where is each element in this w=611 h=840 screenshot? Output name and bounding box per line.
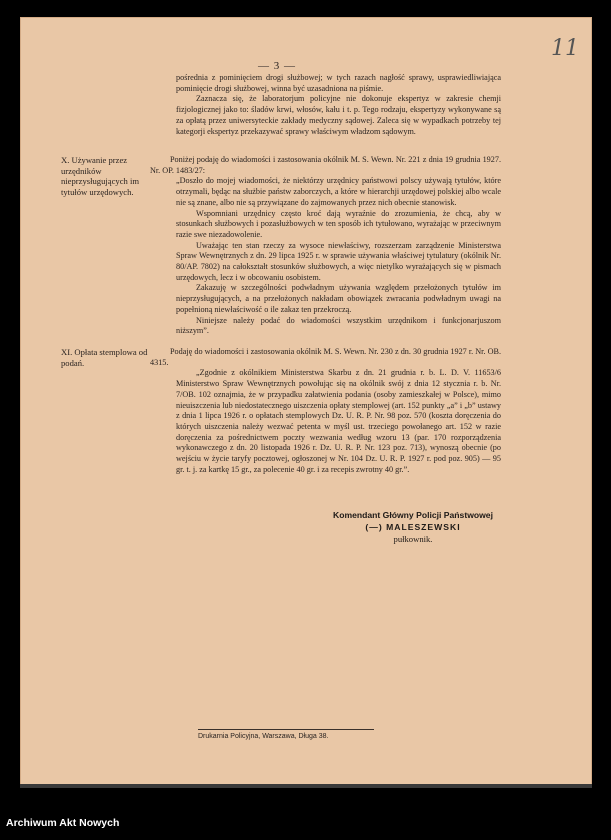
signature-name: (—) MALESZEWSKI (365, 522, 461, 532)
section-xi-heading: XI. Opłata stemplowa od podań. (61, 347, 148, 368)
handwritten-page-mark: 11 (551, 36, 579, 61)
signature-block (320, 510, 506, 544)
section-xi-text (150, 347, 501, 475)
printer-imprint: Drukarnia Policyjna, Warszawa, Długa 38. (198, 733, 329, 740)
section-x-paragraph: Uważając ten stan rzeczy za wysoce niewłaściwy, rozszerzam zarządzenie Ministerstwa Spraw Wewnętrznych z dn. 29 lipca 1925 r. w sprawie używania właściwej tytulatury (okólnik Nr. 80/AP. 7802) na całokształt stosunków służbowych, a więc nietylko wyrażających się w pismach urzędowych, lecz i w obcowaniu osobistem. (176, 240, 501, 282)
section-xi-paragraph: „Zgodnie z okólnikiem Ministerstwa Skarbu z dn. 21 grudnia r. b. L. D. V. 11653/6 Ministerstwo Spraw Wewnętrznych powołując się na okólnik swój z dnia 12 stycznia r. b. Nr. 7/OB. 102 oznajmia, że w przypadku załatwienia podania (osoby zamieszkałej w Polsce), mimo nieuiszczenia lub niedostatecznego uiszczenia opłaty stemplowej (art. 152 punkty „a” i „b” ustawy z dnia 1 lipca 1926 r. o opłatach stemplowych Dz. U. R. P. Nr. 98 poz. 570 (koszta doręczenia do których uiszczenia należy wezwać petenta w myśl ust. trzeciego powołanego art. 152 w razie doręczenia za pośrednictwem poczty wezwania według wzoru 13 (par. 170 rozporządzenia wykonawczego z dn. 20 listopada 1926 r. Dz. U. R. P. Nr. 123 poz. 713), wynoszą obecnie (po wejściu w życie taryfy pocztowej, ogłoszonej w Nr. 104 Dz. U. R. P. 1927 r. pod poz. 905) — 95 gr. t. j. za kartkę 15 gr., za polecenie 40 gr. i za recepis zwrotny 40 gr.”. (176, 368, 501, 474)
section-x-paragraph: Wspomniani urzędnicy często kroć dają wyraźnie do zrozumienia, że chcą, aby w stosunkach służbowych i pozasłużbowych w ten sposób ich tytułowano, wyrażając w przeciwnym razie swe niezadowolenie. (176, 208, 501, 239)
section-x-paragraph: „Doszło do mojej wiadomości, że niektórzy urzędnicy państwowi polscy używają tytułów, które otrzymali, będąc na służbie państw zaborczych, a które w hierarchji urzędowej polskiej albo wcale nie są znane, albo nie są przywiązane do zajmowanych przez nich obecnie stanowisk. (176, 176, 501, 207)
section-x-paragraph: Zakazuję w szczególności podwładnym używania względem przełożonych tytułów im nieprzysługujących, a na przełożonych nakładam obowiązek zwracania podwładnym uwagi na popełnioną niewłaściwość o ile zakaz ten przekroczą. (176, 283, 501, 314)
section-x-heading: X. Używanie przez urzędników nieprzysługujących im tytułów urzędowych. (61, 155, 140, 198)
section-x-paragraph: Niniejsze należy podać do wiadomości wszystkim urzędnikom i funkcjonarjuszom niższym”. (176, 315, 501, 336)
section-xi-paragraph: Podaję do wiadomości i zastosowania okólnik M. S. Wewn. Nr. 230 z dn. 30 grudnia 1927 r. Nr. OB. 4315. (150, 347, 501, 367)
intro-text-block (176, 73, 501, 137)
intro-paragraph: pośrednia z pominięciem drogi służbowej; w tych razach nagłość sprawy, usprawiedliwiająca pominięcie drogi służbowej, winna być uzasadniona na piśmie. (176, 73, 501, 93)
signature-rank: pułkownik. (393, 534, 433, 544)
intro-paragraph: Zaznacza się, że laboratorjum policyjne nie dokonuje ekspertyz w zakresie chemji fizjologicznej jako to: śladów krwi, włosów, kału i t. p. Tego rodzaju, ekspertyzy wykonywane są za opłatą przez uniwersyteckie zakłady medyczny sądowej. Zaleca się w wypadkach potrzeby tej kategorji ekspertyz przekazywać sprawy właściwym władzom sądowym. (176, 94, 501, 136)
section-x-paragraph: Poniżej podaję do wiadomości i zastosowania okólnik M. S. Wewn. Nr. 221 z dnia 19 grudnia 1927. Nr. OP. 1483/27: (150, 155, 501, 175)
signature-title: Komendant Główny Policji Państwowej (333, 510, 493, 520)
archive-label: Archiwum Akt Nowych (6, 817, 120, 829)
page-edge (20, 784, 592, 788)
section-x-text (150, 155, 501, 337)
footer-divider (198, 729, 374, 730)
page-number: — 3 — (258, 60, 296, 72)
